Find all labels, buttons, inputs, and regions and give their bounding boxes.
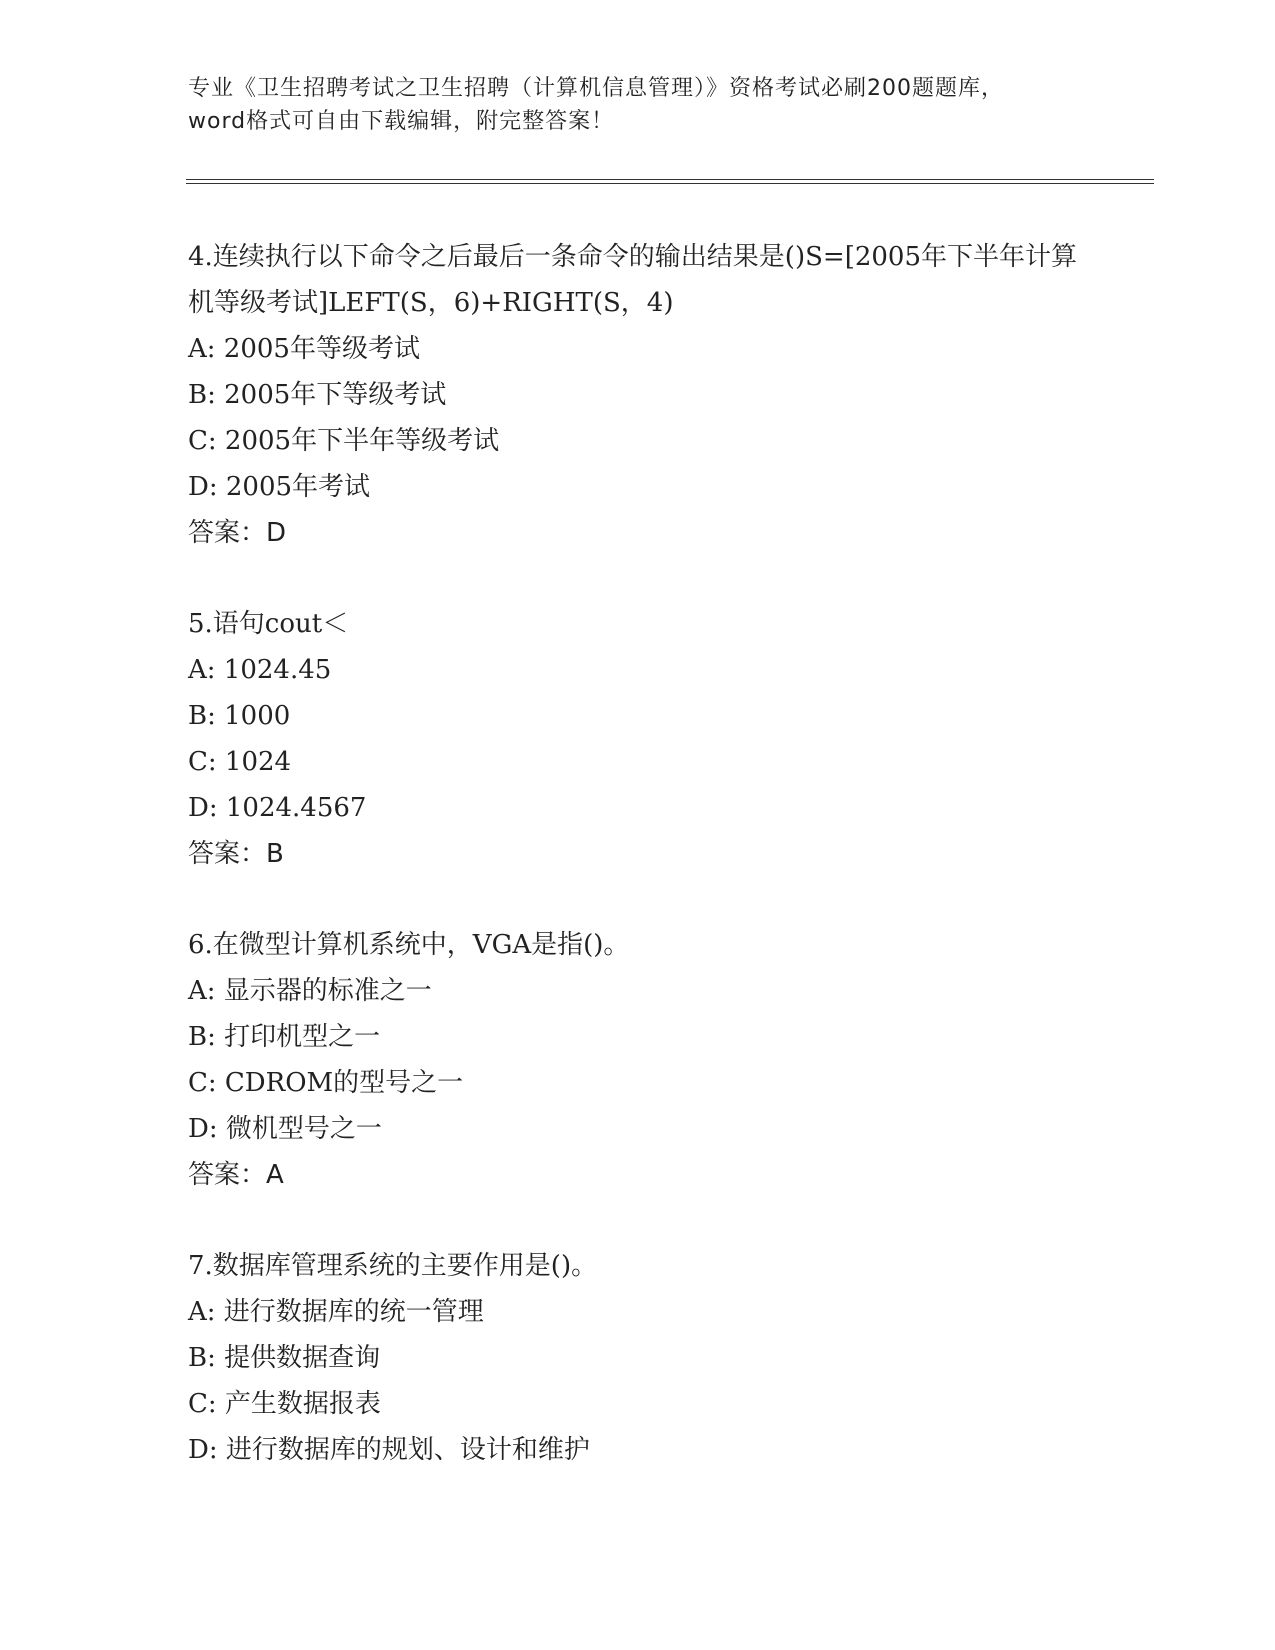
option-a: A: 2005年等级考试 bbox=[188, 334, 420, 364]
option-a: A: 显示器的标准之一 bbox=[188, 976, 432, 1006]
answer: 答案：A bbox=[188, 1160, 284, 1190]
question-4 bbox=[188, 234, 1088, 556]
option-d: D: 1024.4567 bbox=[188, 793, 367, 823]
option-b: B: 提供数据查询 bbox=[188, 1343, 381, 1373]
header-line-1: 专业《卫生招聘考试之卫生招聘（计算机信息管理）》资格考试必刷200题题库， bbox=[188, 76, 1004, 101]
option-a: A: 1024.45 bbox=[188, 655, 332, 685]
question-7 bbox=[188, 1243, 1088, 1473]
answer: 答案：D bbox=[188, 518, 287, 548]
header-divider bbox=[186, 179, 1154, 184]
question-stem: 5.语句cout＜ bbox=[188, 609, 349, 639]
option-d: D: 2005年考试 bbox=[188, 472, 371, 502]
question-5 bbox=[188, 601, 1088, 877]
header-line-2: word格式可自由下载编辑，附完整答案！ bbox=[188, 109, 615, 134]
question-stem: 6.在微型计算机系统中，VGA是指()。 bbox=[188, 930, 630, 960]
document-header bbox=[188, 72, 1088, 138]
answer: 答案：B bbox=[188, 839, 284, 869]
question-list bbox=[188, 234, 1088, 1518]
option-d: D: 微机型号之一 bbox=[188, 1114, 382, 1144]
option-c: C: 产生数据报表 bbox=[188, 1389, 381, 1419]
option-d: D: 进行数据库的规划、设计和维护 bbox=[188, 1435, 590, 1465]
question-stem: 7.数据库管理系统的主要作用是()。 bbox=[188, 1251, 598, 1281]
option-b: B: 2005年下等级考试 bbox=[188, 380, 447, 410]
question-stem: 4.连续执行以下命令之后最后一条命令的输出结果是()S=[2005年下半年计算机等级考试]LEFT(S，6)+RIGHT(S，4) bbox=[188, 242, 1078, 318]
option-b: B: 打印机型之一 bbox=[188, 1022, 381, 1052]
option-b: B: 1000 bbox=[188, 701, 291, 731]
option-c: C: CDROM的型号之一 bbox=[188, 1068, 464, 1098]
question-6 bbox=[188, 922, 1088, 1198]
option-c: C: 1024 bbox=[188, 747, 292, 777]
option-a: A: 进行数据库的统一管理 bbox=[188, 1297, 484, 1327]
option-c: C: 2005年下半年等级考试 bbox=[188, 426, 500, 456]
